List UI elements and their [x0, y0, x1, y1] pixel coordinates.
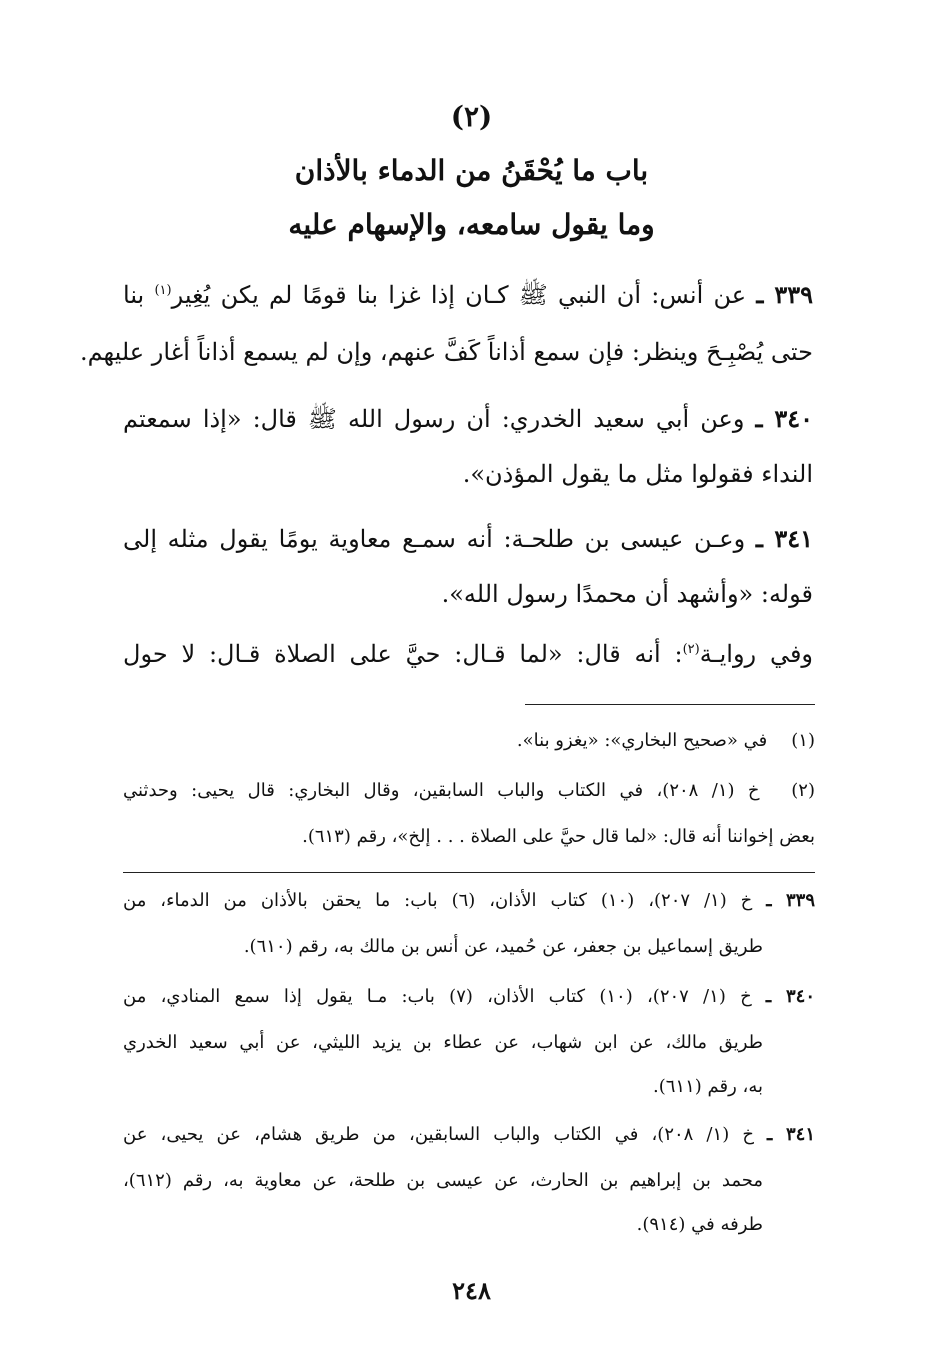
footnote-marker: (١) — [154, 283, 172, 298]
riwaya-start: وفي روايـة — [699, 640, 814, 668]
chapter-title-line-1: باب ما يُحْقَنُ من الدماء بالأذان — [294, 154, 649, 187]
hadith-number: ٣٤١ ـ — [755, 524, 813, 553]
reference-341-line-3: طرفه في (٩١٤). — [636, 1214, 763, 1235]
reference-340-line-1 — [123, 986, 815, 1007]
chapter-number: (٢) — [450, 100, 493, 133]
hadith-341-line-2: قوله: «وأشهد أن محمدًا رسول الله». — [441, 580, 813, 608]
hadith-340-line-1 — [123, 404, 813, 439]
references-divider — [123, 872, 815, 873]
hadith-339-line-2: حتى يُصْبِـحَ وينظر: فإن سمع أذاناً كَفَّ عنهم، وإن لم يسمع أذاناً أغار عليهم. — [79, 338, 813, 366]
footnote-label: (١) — [791, 730, 815, 751]
riwaya-line — [123, 640, 813, 668]
hadith-339-line-1 — [123, 280, 813, 315]
reference-339-line-1 — [123, 890, 815, 911]
hadith-340-line-2: النداء فقولوا مثل ما يقول المؤذن». — [462, 460, 813, 488]
hadith-text: وعن أبي سعيد الخدري: أن رسول الله ﷺ قال: «إذا سمعتم — [123, 405, 745, 433]
hadith-341-line-1 — [123, 524, 813, 553]
reference-text: خ (١/ ٢٠٨)، في الكتاب والباب السابقين، من طريق هشام، عن يحيى، عن — [123, 1124, 754, 1145]
footnote-label: (٢) — [791, 780, 815, 801]
reference-340-line-2: طريق مالك، عن ابن شهاب، عن عطاء بن يزيد الليثي، عن أبي سعيد الخدري — [123, 1032, 763, 1053]
footnote-divider — [525, 704, 815, 705]
reference-341-line-1 — [123, 1124, 815, 1145]
reference-text: خ (١/ ٢٠٧)، (١٠) كتاب الأذان، (٦) باب: ما يحقن بالأذان من الدماء، من — [123, 890, 753, 911]
footnote-2-line-1 — [123, 780, 815, 801]
reference-339-line-2: طريق إسماعيل بن جعفر، عن حُميد، عن أنس بن مالك به، رقم (٦١٠). — [243, 936, 763, 957]
reference-text: خ (١/ ٢٠٧)، (١٠) كتاب الأذان، (٧) باب: مـا يقول إذا سمع المنادي، من — [123, 986, 752, 1007]
hadith-text: عن أنس: أن النبي ﷺ كـان إذا غزا بنا قومًا لم يكن يُغِير — [171, 281, 747, 309]
riwaya-rest: : أنه قال: «لما قـال: حيَّ على الصلاة قـال: لا حول — [123, 640, 683, 668]
reference-341-line-2: محمد بن إبراهيم بن الحارث، عن عيسى بن طلحة، عن معاوية به، رقم (٦١٢)، — [123, 1170, 763, 1191]
reference-number: ٣٤٠ ـ — [765, 986, 815, 1007]
reference-number: ٣٤١ ـ — [767, 1124, 815, 1145]
footnote-2-line-2: بعض إخواننا أنه قال: «لما قال حيَّ على الصلاة . . . إلخ»، رقم (٦١٣). — [302, 826, 815, 847]
page-number: ٢٤٨ — [452, 1276, 491, 1305]
hadith-text-end: بنا — [123, 281, 145, 309]
footnote-1 — [123, 730, 815, 751]
hadith-number: ٣٤٠ ـ — [755, 404, 813, 433]
hadith-number: ٣٣٩ ـ — [756, 280, 813, 309]
footnote-marker: (٢) — [682, 642, 700, 657]
footnote-text: في «صحيح البخاري»: «يغزو بنا». — [516, 730, 768, 751]
reference-number: ٣٣٩ ـ — [766, 890, 815, 911]
hadith-text: وعـن عيسى بن طلحـة: أنه سمـع معاوية يومًا يقول مثله إلى — [123, 525, 746, 553]
chapter-title-line-2: وما يقول سامعه، والإسهام عليه — [288, 208, 655, 241]
footnote-text: خ (١/ ٢٠٨)، في الكتاب والباب السابقين، وقال البخاري: قال يحيى: وحدثني — [123, 780, 760, 801]
reference-340-line-3: به، رقم (٦١١). — [653, 1076, 763, 1097]
